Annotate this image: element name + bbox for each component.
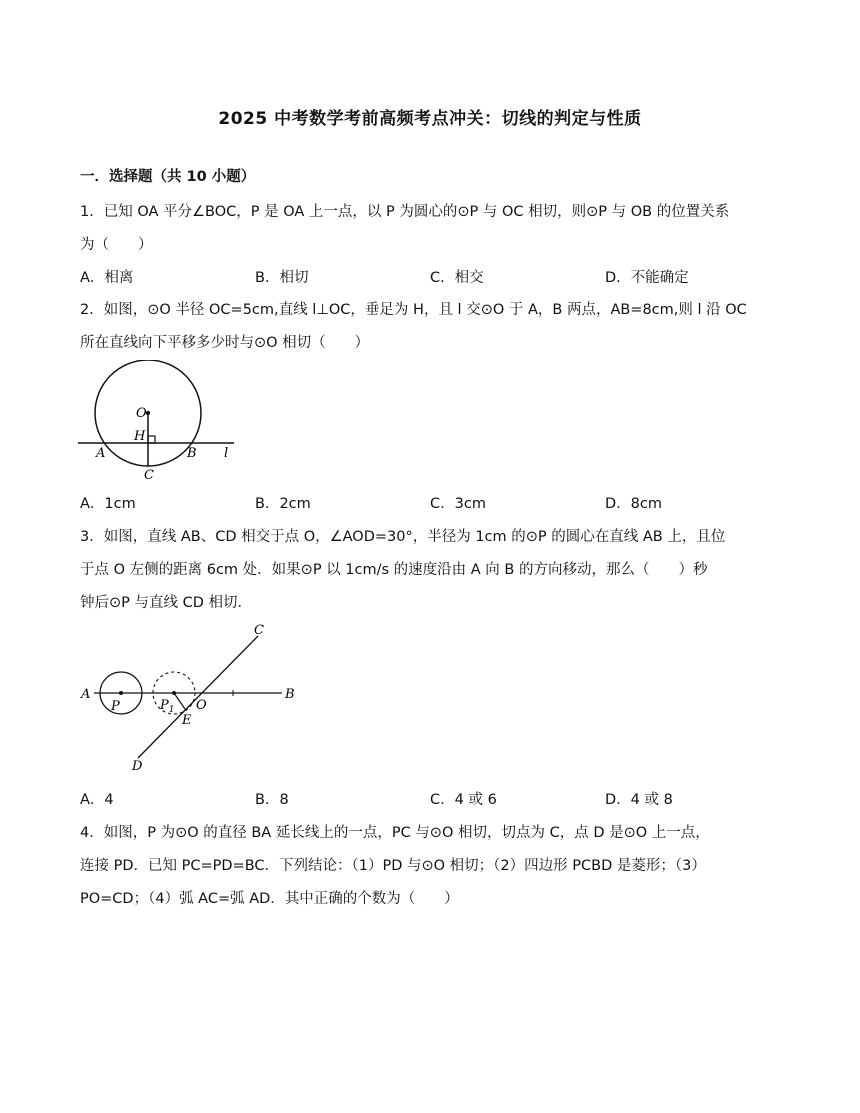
q1-option-d[interactable]: D．不能确定 [605,270,689,286]
q3-text-line-3: 钟后⊙P 与直线 CD 相切． [80,595,253,611]
q1-text-line-1: 1．已知 OA 平分∠BOC，P 是 OA 上一点，以 P 为圆心的⊙P 与 OC 相切，则⊙P 与 OB 的位置关系 [80,204,730,220]
q3-label-p: P [111,699,120,714]
q3-option-a[interactable]: A．4 [80,792,114,808]
q2-option-d[interactable]: D．8cm [605,496,662,512]
q2-figure-circle-tangent [78,360,238,485]
q3-label-o: O [196,698,207,713]
q3-option-d[interactable]: D．4 或 8 [605,792,673,808]
q3-text-line-1: 3．如图，直线 AB、CD 相交于点 O，∠AOD=30°，半径为 1cm 的⊙P 的圆心在直线 AB 上，且位 [80,529,726,545]
q3-figure-moving-circle [78,618,308,776]
page-title: 2025 中考数学考前高频考点冲关：切线的判定与性质 [218,109,642,129]
q2-label-c: C [144,468,154,483]
q3-line-cd [138,636,258,758]
q2-label-b: B [187,446,197,461]
q2-label-a: A [96,446,106,461]
q2-right-angle-mark [148,436,155,443]
q3-label-d: D [132,759,143,774]
q1-option-a[interactable]: A．相离 [80,270,134,286]
q4-text-line-1: 4．如图，P 为⊙O 的直径 BA 延长线上的一点，PC 与⊙O 相切，切点为 C，点 D 是⊙O 上一点， [80,825,710,841]
q3-label-a: A [81,687,91,702]
q2-option-c[interactable]: C．3cm [430,496,486,512]
q2-text-line-1: 2．如图，⊙O 半径 OC=5cm,直线 l⊥OC，垂足为 H，且 l 交⊙O 于 A，B 两点，AB=8cm,则 l 沿 OC [80,302,747,318]
q3-label-c: C [254,623,264,638]
q3-option-b[interactable]: B．8 [255,792,289,808]
q3-segment-p1e [174,693,185,709]
q2-label-h: H [134,429,146,444]
q2-label-l: l [224,446,229,461]
q3-label-e: E [182,713,192,728]
q3-label-b: B [285,687,295,702]
section-heading: 一．选择题（共 10 小题） [80,169,256,185]
q1-text-line-2: 为（ ） [80,237,153,253]
q4-text-line-2: 连接 PD．已知 PC=PD=BC．下列结论：（1）PD 与⊙O 相切；（2）四边形 PCBD 是菱形；（3） [80,858,706,874]
q2-label-o: O [136,406,147,421]
q2-text-line-2: 所在直线向下平移多少时与⊙O 相切（ ） [80,335,370,351]
q3-option-c[interactable]: C．4 或 6 [430,792,497,808]
q3-label-p1: $P_1$ [160,698,175,715]
q1-option-c[interactable]: C．相交 [430,270,484,286]
q3-point-p [119,691,123,695]
q3-text-line-2: 于点 O 左侧的距离 6cm 处．如果⊙P 以 1cm/s 的速度沿由 A 向 B 的方向移动，那么（ ）秒 [80,562,708,578]
q1-option-b[interactable]: B．相切 [255,270,309,286]
q2-option-a[interactable]: A．1cm [80,496,136,512]
q2-option-b[interactable]: B．2cm [255,496,311,512]
q4-text-line-3: PO=CD；（4）弧 AC=弧 AD．其中正确的个数为（ ） [80,891,459,907]
